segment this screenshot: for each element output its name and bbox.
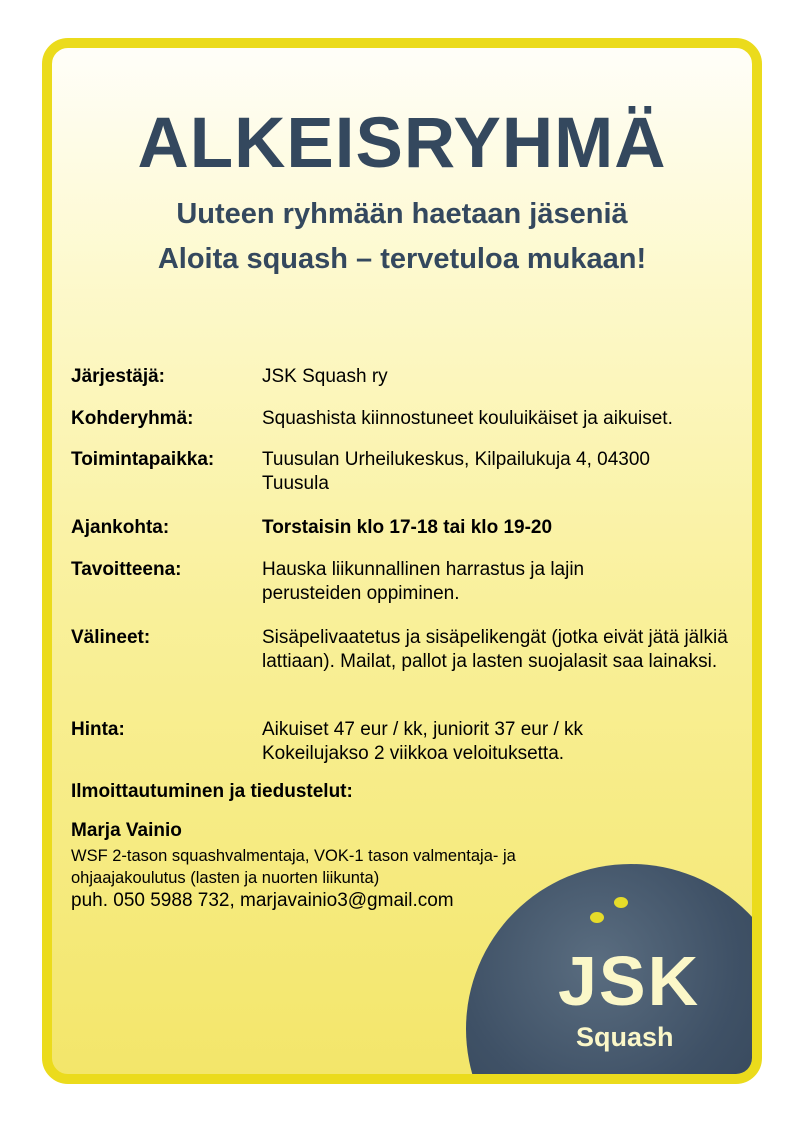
info-label: Välineet:: [71, 627, 151, 648]
info-label: Kohderyhmä:: [71, 408, 194, 429]
subtitle-recruit: Uuteen ryhmään haetaan jäseniä: [176, 198, 628, 230]
info-value: Squashista kiinnostuneet kouluikäiset ja aikuiset.: [262, 408, 673, 429]
info-value: JSK Squash ry: [262, 366, 388, 387]
info-label: Ajankohta:: [71, 517, 170, 538]
info-label: Tavoitteena:: [71, 559, 182, 580]
info-value: Torstaisin klo 17-18 tai klo 19-20: [262, 517, 553, 538]
poster-frame: [42, 38, 762, 1084]
contact-name: Marja Vainio: [71, 820, 182, 841]
info-label: Hinta:: [71, 719, 125, 740]
info-label: Järjestäjä:: [71, 366, 166, 387]
contact-phone-email: puh. 050 5988 732, marjavainio3@gmail.com: [71, 890, 454, 911]
contact-heading: Ilmoittautuminen ja tiedustelut:: [71, 781, 353, 802]
logo-dot-icon: [590, 912, 604, 923]
info-value: Hauska liikunnallinen harrastus ja lajin perusteiden oppiminen.: [262, 559, 585, 604]
info-value: Tuusulan Urheilukeskus, Kilpailukuja 4, 04300 Tuusula: [262, 449, 650, 494]
logo-main-text: JSK: [558, 942, 701, 1020]
logo-dot-icon: [614, 897, 628, 908]
info-value: Aikuiset 47 eur / kk, juniorit 37 eur / kk Kokeilujakso 2 viikkoa veloituksetta.: [262, 719, 584, 764]
info-label: Toimintapaikka:: [71, 449, 215, 470]
poster-title: ALKEISRYHMÄ: [137, 104, 667, 183]
info-value: Sisäpelivaatetus ja sisäpelikengät (jotka eivät jätä jälkiä lattiaan). Mailat, pallot ja lasten suojalasit saa lainaksi.: [262, 627, 728, 672]
subtitle-welcome: Aloita squash – tervetuloa mukaan!: [157, 243, 647, 275]
jsk-squash-logo: [466, 864, 762, 1084]
contact-description: WSF 2-tason squashvalmentaja, VOK-1 tason valmentaja- ja ohjaajakoulutus (lasten ja nuorten liikunta): [71, 847, 516, 887]
logo-sub-text: Squash: [576, 1022, 674, 1052]
